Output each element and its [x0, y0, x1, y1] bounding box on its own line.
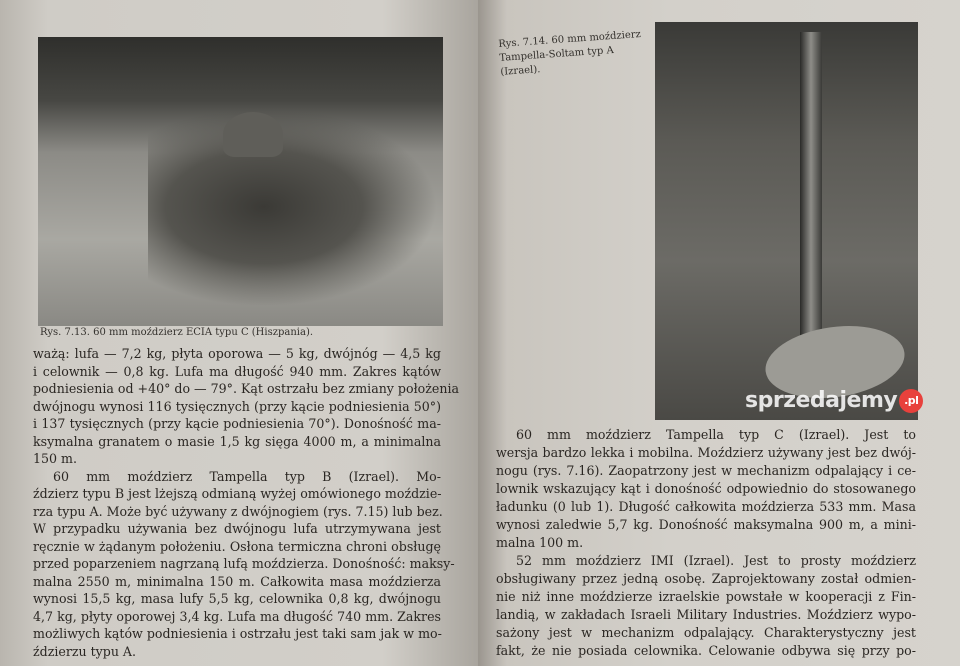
text-line: wynosi 15,5 kg, masa lufy 5,5 kg, celownika 0,8 kg, dwójnogu — [33, 591, 441, 606]
text-line: i celownik — 0,8 kg. Lufa ma długość 940 mm. Zakres kątów — [33, 363, 441, 379]
text-line: dwójnogu wynosi 116 tysięcznych (przy kącie podniesienia 50°) — [33, 398, 441, 414]
figure-caption-7-13: Rys. 7.13. 60 mm moździerz ECIA typu C (Hiszpania). — [40, 327, 314, 338]
text-line: ładunku (0 lub 1). Długość całkowita moździerza 533 mm. Masa — [496, 499, 916, 514]
text-line: 60 mm moździerz Tampella typ C (Izrael). Jest to — [516, 427, 916, 442]
text-line: nie niż inne moździerze izraelskie powstałe w kooperacji z Fin- — [496, 589, 916, 604]
text-line: podniesienia od +40° do — 79°. Kąt ostrzału bez zmiany położenia — [33, 381, 459, 396]
text-line: landią, w zakładach Israeli Military Industries. Moździerz wypo- — [496, 607, 916, 622]
text-line: ksymalna granatem o masie 1,5 kg sięga 4000 m, a minimalna — [33, 433, 441, 449]
left-body-text — [33, 345, 459, 660]
text-line: 60 mm moździerz Tampella typ B (Izrael). Mo- — [53, 468, 441, 484]
text-line: wynosi zaledwie 5,7 kg. Donośność maksymalna 900 m, a mini- — [496, 517, 916, 532]
right-body-text — [496, 426, 916, 660]
text-line: 52 mm moździerz IMI (Izrael). Jest to prosty moździerz — [516, 553, 916, 568]
text-line: fakt, że nie posiada celownika. Celowanie odbywa się przy po- — [496, 643, 916, 658]
text-line: lownik wskazujący kąt i donośność odpowiednio do stosowanego — [496, 481, 916, 496]
photo-soldier-with-mortar — [38, 37, 443, 326]
text-line: wersja bardzo lekka i mobilna. Moździerz używany jest bez dwój- — [496, 445, 916, 460]
left-page — [0, 0, 478, 666]
watermark-badge: .pl — [899, 389, 923, 413]
text-line: nogu (rys. 7.16). Zaopatrzony jest w mechanizm odpalający i ce- — [496, 463, 916, 478]
text-line: malna 2550 m, minimalna 150 m. Całkowita masa moździerza — [33, 573, 441, 589]
text-line: malna 100 m. — [496, 535, 584, 550]
text-line: rza typu A. Może być używany z dwójnogiem (rys. 7.15) lub bez. — [33, 503, 443, 519]
text-line: ważą: lufa — 7,2 kg, płyta oporowa — 5 kg, dwójnóg — 4,5 kg — [33, 346, 441, 361]
right-page — [478, 0, 960, 666]
text-line: ździerzu typu A. — [33, 643, 137, 659]
figure-caption-7-14: Rys. 7.14. 60 mm moździerz Tampella-Soltam typ A (Izrael). — [498, 29, 642, 78]
text-line: sażony jest w mechanizm odpalający. Charakterystyczny jest — [496, 625, 916, 640]
text-line: ździerz typu B jest lżejszą odmianą wyżej omówionego moździe- — [33, 486, 442, 501]
text-line: przed poparzeniem nagrzaną lufą moździerza. Donośność: maksy- — [33, 556, 455, 571]
text-line: 4,7 kg, płyty oporowej 3,4 kg. Lufa ma długość 740 mm. Zakres — [33, 608, 441, 624]
text-line: i 137 tysięcznych (przy kącie podniesienia 70°). Donośność ma- — [33, 416, 441, 431]
text-line: obsługiwany przez jedną osobę. Zaprojektowany został odmien- — [496, 571, 916, 586]
text-line: 150 m. — [33, 451, 77, 466]
text-line: ręcznie w żądanym położeniu. Osłona termiczna chroni obsługę — [33, 538, 441, 554]
text-line: W przypadku używania bez dwójnogu lufa utrzymywana jest — [33, 521, 441, 536]
text-line: możliwych kątów podniesienia i ostrzału jest taki sam jak w mo- — [33, 626, 442, 641]
photo-mortar-on-bipod — [655, 22, 918, 420]
watermark-logo — [745, 388, 923, 413]
watermark-text: sprzedajemy — [745, 388, 898, 413]
